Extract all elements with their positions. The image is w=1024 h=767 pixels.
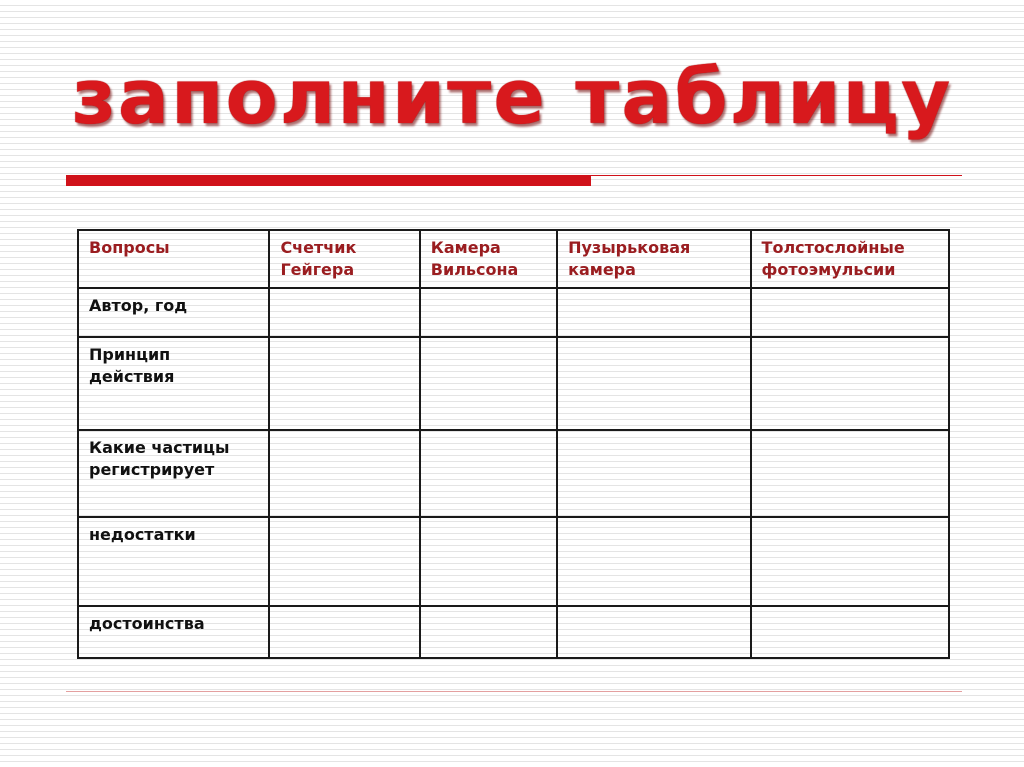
table-cell[interactable]	[420, 517, 557, 606]
table-header-row	[78, 230, 949, 288]
table-cell[interactable]	[751, 288, 949, 337]
table-cell[interactable]	[269, 337, 419, 430]
title-underline-thin	[591, 175, 962, 176]
header-bubble-chamber: Пузырьковая камера	[557, 230, 750, 288]
row-question-advantages: достоинства	[78, 606, 269, 658]
table-row	[78, 337, 949, 430]
table-cell[interactable]	[420, 288, 557, 337]
table-row	[78, 517, 949, 606]
row-question-particles: Какие частицы регистрирует	[78, 430, 269, 517]
table-cell[interactable]	[269, 517, 419, 606]
table-cell[interactable]	[557, 288, 750, 337]
table-cell[interactable]	[557, 337, 750, 430]
row-question-disadvantages: недостатки	[78, 517, 269, 606]
table-cell[interactable]	[557, 517, 750, 606]
table-cell[interactable]	[420, 337, 557, 430]
table-cell[interactable]	[557, 606, 750, 658]
table-cell[interactable]	[269, 606, 419, 658]
table-cell[interactable]	[751, 517, 949, 606]
slide-title: заполните таблицу	[71, 52, 953, 141]
table-cell[interactable]	[751, 606, 949, 658]
header-questions: Вопросы	[78, 230, 269, 288]
title-underline-thick	[66, 175, 591, 186]
table-cell[interactable]	[420, 606, 557, 658]
row-question-principle: Принцип действия	[78, 337, 269, 430]
table-row	[78, 606, 949, 658]
table-cell[interactable]	[269, 430, 419, 517]
table-cell[interactable]	[420, 430, 557, 517]
header-thick-emulsions: Толстослойные фотоэмульсии	[751, 230, 949, 288]
header-wilson-chamber: Камера Вильсона	[420, 230, 557, 288]
table-cell[interactable]	[751, 430, 949, 517]
row-question-author-year: Автор, год	[78, 288, 269, 337]
footer-divider	[66, 691, 962, 692]
table-cell[interactable]	[269, 288, 419, 337]
header-geiger-counter: Счетчик Гейгера	[269, 230, 419, 288]
table-cell[interactable]	[751, 337, 949, 430]
table-row	[78, 430, 949, 517]
table-row	[78, 288, 949, 337]
fill-in-table	[77, 229, 950, 659]
table-cell[interactable]	[557, 430, 750, 517]
